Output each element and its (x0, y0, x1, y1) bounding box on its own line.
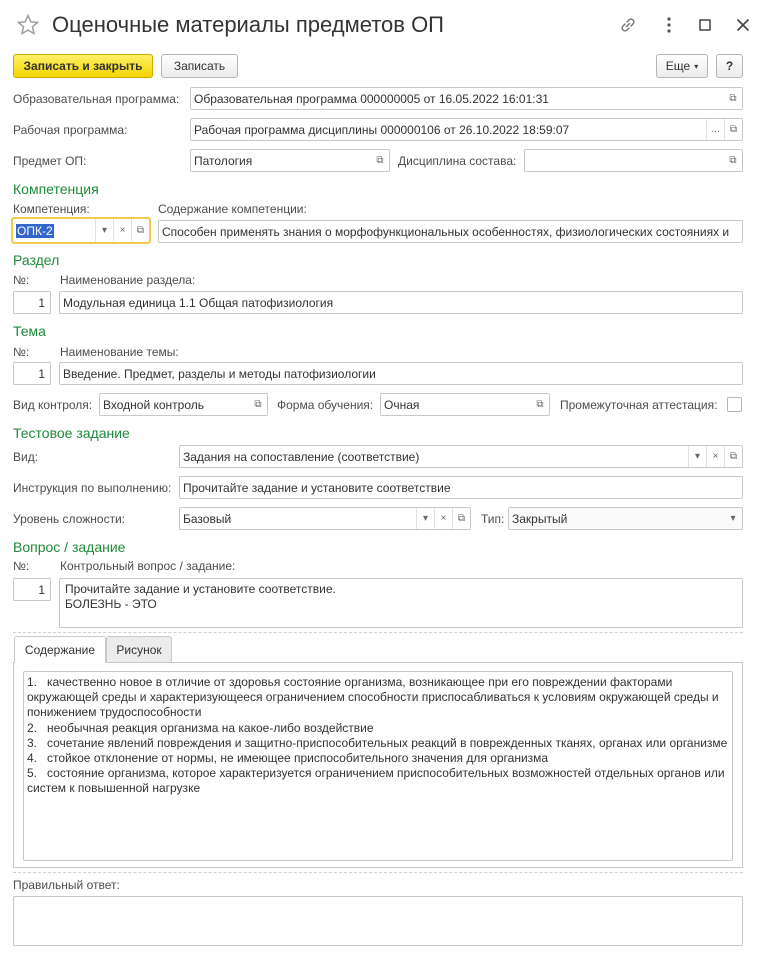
competence-value: ОПК-2 (17, 223, 53, 238)
tab-panel (13, 662, 743, 868)
open-icon[interactable]: ⧉ (724, 446, 742, 467)
open-icon[interactable]: ⧉ (376, 155, 384, 166)
help-button[interactable]: ? (716, 54, 743, 78)
answer-text-area[interactable] (13, 896, 743, 946)
control-value: Входной контроль (103, 397, 205, 412)
type-field[interactable] (508, 507, 743, 530)
attestation-checkbox[interactable] (727, 397, 742, 412)
question-text-area[interactable]: Прочитайте задание и установите соответствие. БОЛЕЗНЬ - ЭТО (59, 578, 743, 628)
maximize-icon[interactable] (695, 15, 715, 35)
work-program-value: Рабочая программа дисциплины 000000106 от 26.10.2022 18:59:07 (194, 122, 570, 137)
save-button[interactable]: Записать (161, 54, 238, 78)
save-and-close-button[interactable]: Записать и закрыть (13, 54, 153, 78)
dropdown-arrow-icon[interactable]: ▾ (730, 513, 736, 524)
clear-icon[interactable]: × (706, 446, 724, 467)
tab-content[interactable]: Содержание (14, 636, 106, 663)
more-options-icon[interactable] (659, 15, 679, 35)
select-ellipsis-icon[interactable]: … (706, 119, 724, 140)
competence-section-title: Компетенция (13, 181, 99, 197)
subject-field[interactable] (190, 149, 390, 172)
open-icon[interactable]: ⧉ (536, 399, 544, 410)
clear-icon[interactable]: × (113, 219, 131, 242)
edu-program-value: Образовательная программа 000000005 от 16.05.2022 16:01:31 (194, 91, 549, 106)
control-label: Вид контроля: (13, 398, 93, 412)
open-icon[interactable]: ⧉ (729, 93, 737, 104)
question-num-label: №: (13, 559, 30, 573)
window-title: Оценочные материалы предметов ОП (52, 12, 444, 37)
tema-num-field[interactable] (13, 362, 51, 385)
attestation-label: Промежуточная аттестация: (560, 398, 718, 412)
instruction-label: Инструкция по выполнению: (13, 481, 172, 495)
more-button[interactable] (656, 54, 708, 78)
dropdown-arrow-icon[interactable]: ▾ (688, 446, 706, 467)
divider (13, 872, 743, 873)
dropdown-arrow-icon[interactable]: ▾ (416, 508, 434, 529)
level-label: Уровень сложности: (13, 512, 126, 526)
tema-num-label: №: (13, 345, 30, 359)
test-task-section-title: Тестовое задание (13, 425, 130, 441)
close-icon[interactable] (733, 15, 753, 35)
open-icon[interactable]: ⧉ (729, 155, 737, 166)
razdel-num-value: 1 (38, 295, 45, 310)
level-field[interactable] (179, 507, 471, 530)
form-field[interactable] (380, 393, 550, 416)
more-button-label: Еще (665, 59, 691, 73)
open-icon[interactable]: ⧉ (131, 219, 149, 242)
link-icon[interactable] (618, 15, 638, 35)
razdel-num-field[interactable] (13, 291, 51, 314)
favorite-star-icon[interactable] (16, 13, 40, 37)
clear-icon[interactable]: × (434, 508, 452, 529)
kind-value: Задания на сопоставление (соответствие) (183, 449, 420, 464)
instruction-field[interactable] (179, 476, 743, 499)
competence-content-value: Способен применять знания о морфофункциональных особенностях, физиологических состояниях и (162, 224, 730, 239)
tema-name-label: Наименование темы: (60, 345, 179, 359)
tema-name-value: Введение. Предмет, разделы и методы патофизиологии (63, 366, 376, 381)
razdel-name-value: Модульная единица 1.1 Общая патофизиология (63, 295, 334, 310)
razdel-section-title: Раздел (13, 252, 60, 268)
content-text-area[interactable]: 1. качественно новое в отличие от здоровья состояние организма, возникающее при его повреждении факторами окружающей среды и характеризующееся ограничением способности приспосабливаться к условиям окружающей среды и понижением трудоспособности 2. необычная реакция организма на какое-либо воздействие 3. сочетание явлений повреждения и защитно-приспособительных реакций в поврежденных тканях, органах или организме 4. стойкое отклонение от нормы, не имеющее приспособительного значения для организма 5. состояние организма, которое характеризуется ограничением приспособительных возможностей отдельных органов или систем к повышенной нагрузке (23, 671, 733, 861)
subject-label: Предмет ОП: (13, 154, 87, 168)
discipline-field[interactable] (524, 149, 743, 172)
level-value: Базовый (183, 511, 232, 526)
tema-section-title: Тема (13, 323, 46, 339)
form-value: Очная (384, 397, 420, 412)
razdel-num-label: №: (13, 273, 30, 287)
chevron-down-icon: ▾ (694, 61, 699, 71)
question-section-title: Вопрос / задание (13, 539, 126, 555)
instruction-value: Прочитайте задание и установите соответствие (183, 480, 451, 495)
subject-value: Патология (194, 153, 253, 168)
kind-label: Вид: (13, 450, 39, 464)
dropdown-arrow-icon[interactable]: ▾ (95, 219, 113, 242)
work-program-label: Рабочая программа: (13, 123, 128, 137)
question-num-field[interactable] (13, 578, 51, 601)
question-num-value: 1 (38, 582, 45, 597)
razdel-name-label: Наименование раздела: (60, 273, 196, 287)
form-label: Форма обучения: (277, 398, 374, 412)
work-program-field[interactable] (190, 118, 743, 141)
edu-program-label: Образовательная программа: (13, 92, 180, 106)
edu-program-field[interactable] (190, 87, 743, 110)
tab-picture[interactable]: Рисунок (106, 636, 172, 662)
tema-name-field[interactable] (59, 362, 743, 385)
control-field[interactable] (99, 393, 268, 416)
open-icon[interactable]: ⧉ (452, 508, 470, 529)
type-value: Закрытый (512, 511, 568, 526)
competence-content-label: Содержание компетенции: (158, 202, 307, 216)
answer-label: Правильный ответ: (13, 878, 120, 892)
razdel-name-field[interactable] (59, 291, 743, 314)
competence-label: Компетенция: (13, 202, 90, 216)
tema-num-value: 1 (38, 366, 45, 381)
question-text-label: Контрольный вопрос / задание: (60, 559, 236, 573)
competence-field[interactable] (11, 217, 151, 244)
competence-content-field[interactable] (158, 220, 743, 243)
type-label: Тип: (481, 512, 505, 526)
divider (13, 632, 743, 633)
discipline-label: Дисциплина состава: (398, 154, 517, 168)
open-icon[interactable]: ⧉ (724, 119, 742, 140)
open-icon[interactable]: ⧉ (254, 399, 262, 410)
kind-field[interactable] (179, 445, 743, 468)
